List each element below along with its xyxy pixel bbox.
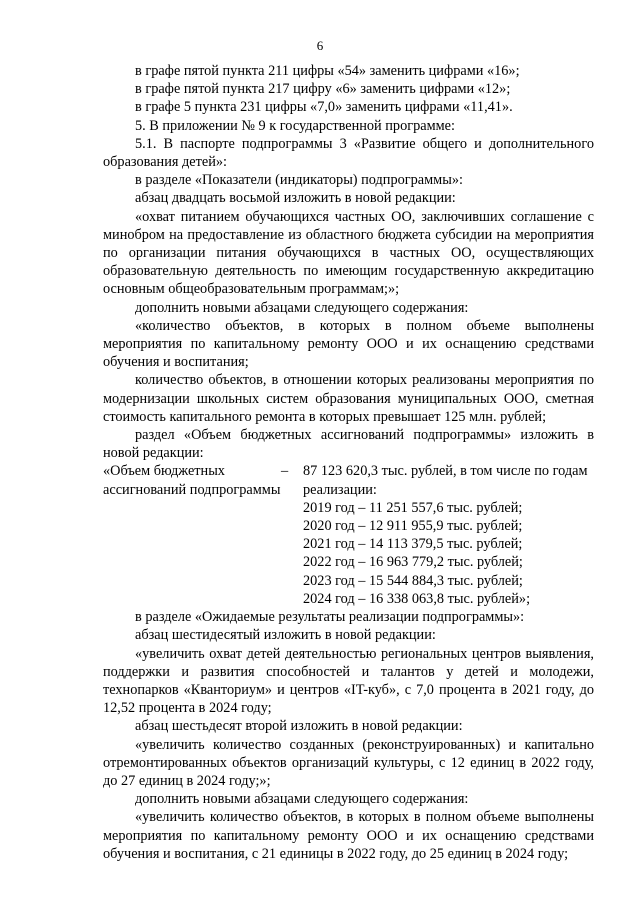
- paragraph: количество объектов, в отношении которых реализованы мероприятия по модернизации школьных систем образования муниципальных ООО, сметная стоимость капитального ремонта в которых превышает 125 млн. рублей;: [103, 372, 594, 425]
- budget-year: 2024 год – 16 338 063,8 тыс. рублей»;: [303, 590, 531, 607]
- paragraph: «увеличить количество созданных (реконструированных) и капитально отремонтированных объектов организаций культуры, с 12 единиц в 2022 году, до 27 единиц в 2024 году;»;: [103, 736, 594, 789]
- paragraph: абзац шестидесятый изложить в новой редакции:: [135, 627, 436, 644]
- budget-label: «Объем бюджетных ассигнований подпрограммы: [103, 463, 281, 498]
- budget-year: 2021 год – 14 113 379,5 тыс. рублей;: [303, 536, 523, 553]
- paragraph: 5. В приложении № 9 к государственной программе:: [135, 117, 455, 134]
- paragraph: в графе пятой пункта 211 цифры «54» заменить цифрами «16»;: [135, 63, 520, 79]
- document-body: [103, 62, 594, 863]
- page-number: 6: [316, 38, 324, 53]
- paragraph: в графе 5 пункта 231 цифры «7,0» заменить цифрами «11,41».: [135, 99, 513, 116]
- paragraph: в разделе «Показатели (индикаторы) подпрограммы»:: [135, 172, 463, 189]
- budget-total: 87 123 620,3 тыс. рублей, в том числе по годам реализации:: [303, 463, 588, 498]
- paragraph: дополнить новыми абзацами следующего содержания:: [135, 791, 469, 808]
- budget-year: 2023 год – 15 544 884,3 тыс. рублей;: [303, 572, 523, 589]
- budget-table: [103, 462, 594, 608]
- budget-year: 2020 год – 12 911 955,9 тыс. рублей;: [303, 518, 523, 535]
- paragraph: «увеличить количество объектов, в которых в полном объеме выполнены мероприятия по капитальному ремонту ООО и их оснащению средствами обучения и воспитания, с 21 единицы в 2022 году, до 25 единиц в 2024 году;: [103, 809, 594, 862]
- paragraph: абзац двадцать восьмой изложить в новой редакции:: [135, 190, 456, 207]
- paragraph: дополнить новыми абзацами следующего содержания:: [135, 299, 469, 316]
- paragraph: раздел «Объем бюджетных ассигнований подпрограммы» изложить в новой редакции:: [103, 427, 594, 462]
- paragraph: в разделе «Ожидаемые результаты реализации подпрограммы»:: [135, 609, 525, 626]
- paragraph: абзац шестьдесят второй изложить в новой редакции:: [135, 718, 463, 735]
- paragraph: «количество объектов, в которых в полном объеме выполнены мероприятия по капитальному ремонту ООО и их оснащению средствами обучения и воспитания;: [103, 317, 594, 371]
- budget-values: [303, 462, 594, 608]
- paragraph: в графе пятой пункта 217 цифру «6» заменить цифрами «12»;: [135, 81, 511, 98]
- paragraph: «охват питанием обучающихся частных ОО, заключивших соглашение с минобром на предоставление из областного бюджета субсидии на мероприятия по организации питания обучающихся в частных ОО, осуществляющих образовательную деятельность по имеющим государственную аккредитацию основным общеобразовательным программам;»;: [103, 208, 594, 298]
- budget-dash: –: [281, 463, 289, 480]
- budget-year: 2022 год – 16 963 779,2 тыс. рублей;: [303, 554, 523, 571]
- paragraph: 5.1. В паспорте подпрограммы 3 «Развитие общего и дополнительного образования детей»:: [103, 135, 594, 171]
- paragraph: «увеличить охват детей деятельностью региональных центров выявления, поддержки и развития способностей и талантов у детей и молодежи, технопарков «Кванториум» и центров «IT-куб», с 7,0 процента в 2021 году, до 12,52 процента в 2024 году;: [103, 645, 594, 717]
- budget-year: 2019 год – 11 251 557,6 тыс. рублей;: [303, 499, 523, 516]
